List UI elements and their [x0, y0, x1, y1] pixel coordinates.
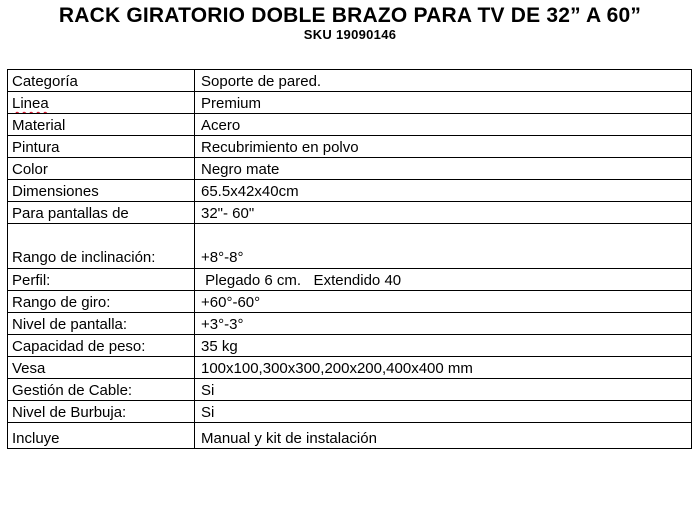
spec-label: Rango de inclinación: [8, 224, 195, 269]
table-row [8, 136, 692, 158]
spec-label: Categoría [8, 70, 195, 92]
spec-label: Gestión de Cable: [8, 379, 195, 401]
spec-value: Manual y kit de instalación [195, 423, 692, 449]
table-row [8, 401, 692, 423]
table-row [8, 423, 692, 449]
table-row [8, 379, 692, 401]
spec-label: Dimensiones [8, 180, 195, 202]
spec-value: Plegado 6 cm. Extendido 40 [195, 269, 692, 291]
table-row [8, 180, 692, 202]
table-row [8, 158, 692, 180]
spec-label: Linea [12, 95, 49, 112]
spec-label: Material [8, 114, 195, 136]
page-title: RACK GIRATORIO DOBLE BRAZO PARA TV DE 32” A 60” [58, 4, 642, 27]
spec-label: Pintura [8, 136, 195, 158]
spec-value: Si [195, 379, 692, 401]
spec-value: Premium [195, 92, 692, 114]
spec-value: 100x100,300x300,200x200,400x400 mm [195, 357, 692, 379]
spec-value: 35 kg [195, 335, 692, 357]
spec-label: Color [8, 158, 195, 180]
spec-table [7, 69, 692, 449]
spec-label: Incluye [8, 423, 195, 449]
spec-label: Nivel de pantalla: [8, 313, 195, 335]
spec-value: Si [195, 401, 692, 423]
spec-value: Soporte de pared. [195, 70, 692, 92]
table-row [8, 70, 692, 92]
spec-value: 32"- 60" [195, 202, 692, 224]
spec-value: +3°-3° [195, 313, 692, 335]
spec-value: Acero [195, 114, 692, 136]
spec-value: Recubrimiento en polvo [195, 136, 692, 158]
spec-value: +60°-60° [195, 291, 692, 313]
table-row [8, 269, 692, 291]
sku-subtitle: SKU 19090146 [303, 27, 397, 42]
spec-label: Vesa [8, 357, 195, 379]
table-row [8, 357, 692, 379]
spec-label: Capacidad de peso: [8, 335, 195, 357]
spec-value: +8°-8° [195, 224, 692, 269]
spec-label-cell [8, 92, 195, 114]
spec-label: Nivel de Burbuja: [8, 401, 195, 423]
table-row [8, 114, 692, 136]
table-row [8, 202, 692, 224]
spec-label: Rango de giro: [8, 291, 195, 313]
spec-label: Perfil: [8, 269, 195, 291]
table-row [8, 224, 692, 269]
spec-value: 65.5x42x40cm [195, 180, 692, 202]
table-row [8, 335, 692, 357]
table-row [8, 92, 692, 114]
table-row [8, 291, 692, 313]
spec-label: Para pantallas de [8, 202, 195, 224]
spec-value: Negro mate [195, 158, 692, 180]
table-row [8, 313, 692, 335]
